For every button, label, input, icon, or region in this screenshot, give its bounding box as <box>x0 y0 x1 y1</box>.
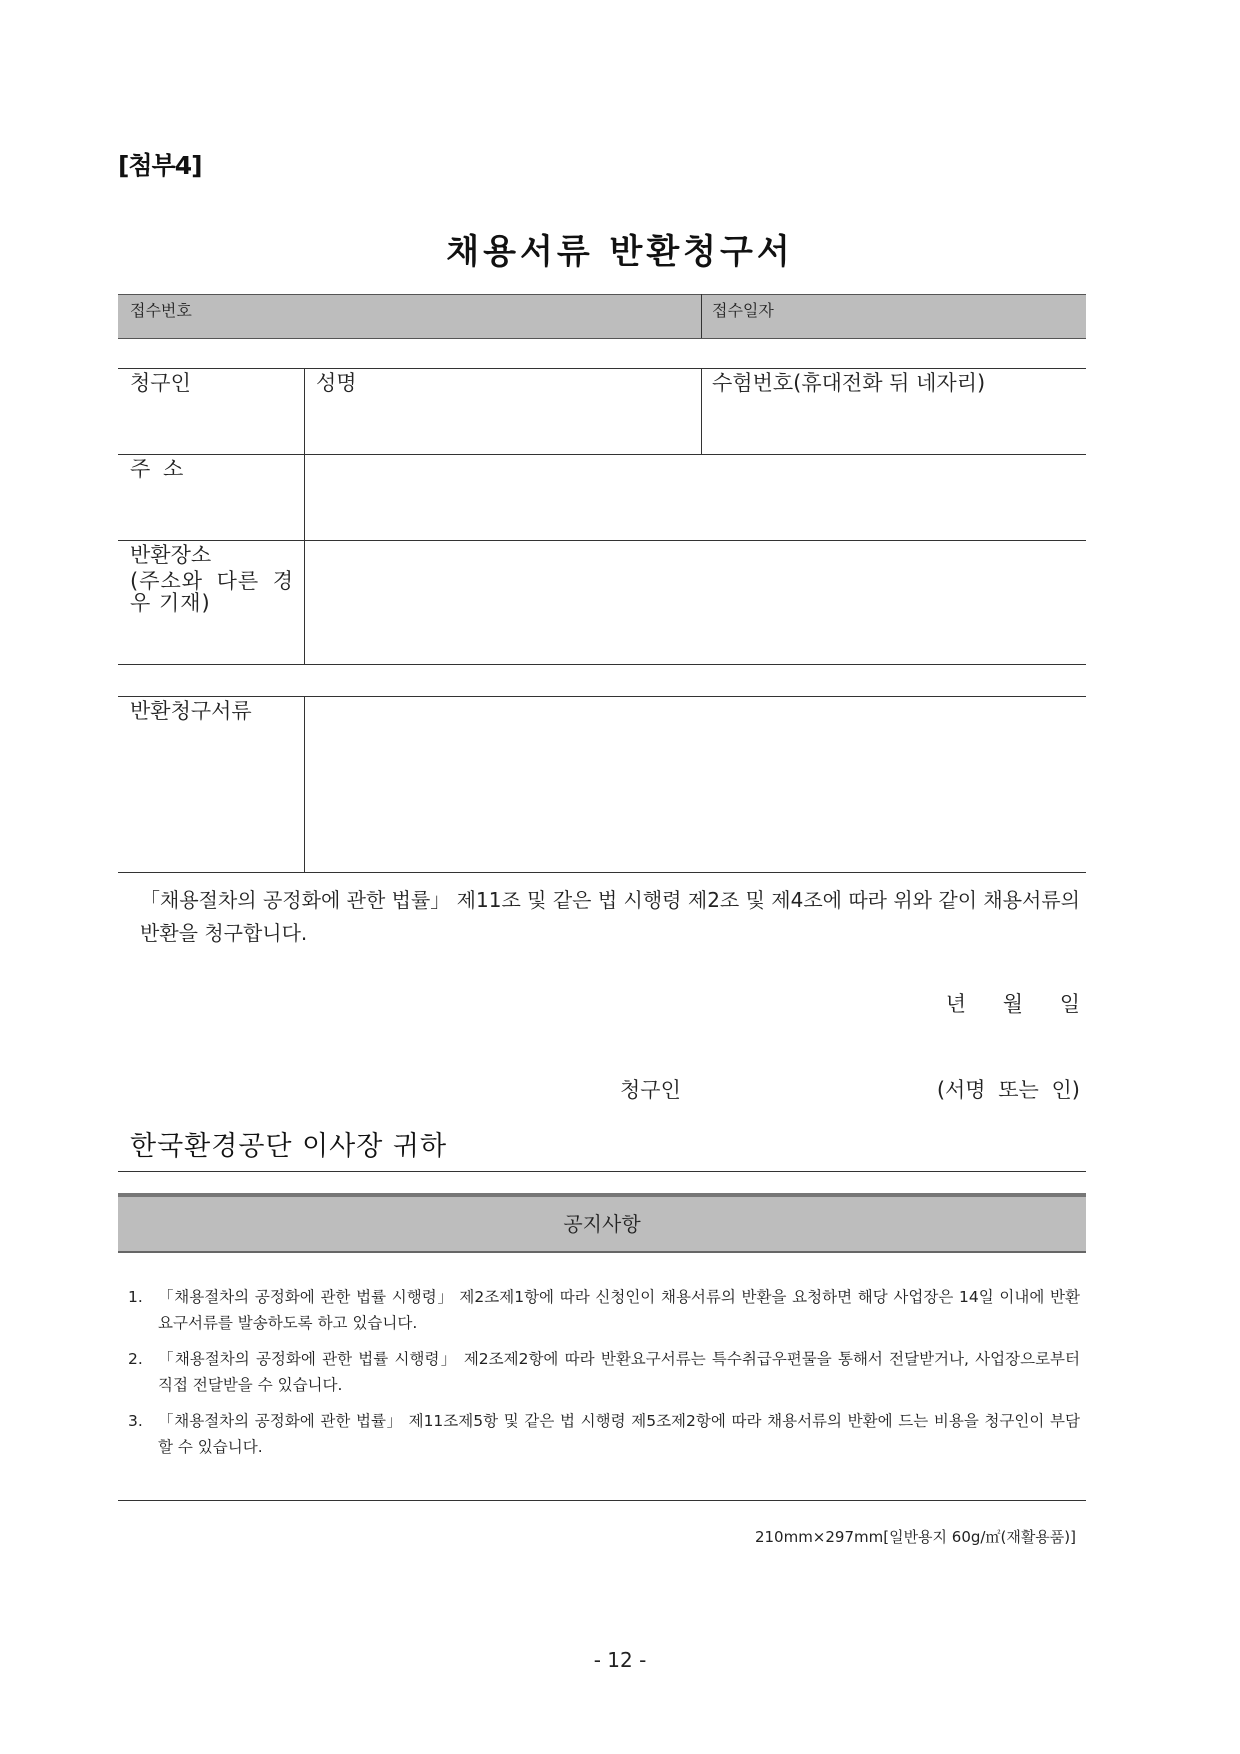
attachment-label: [첨부4] <box>118 151 202 180</box>
notice-item-text: 「채용절차의 공정화에 관한 법률 시행령」 제2조제2항에 따라 반환요구서류는 특수취급우편물을 통해서 전달받거나, 사업장으로부터 직접 전달받을 수 있습니다. <box>158 1350 1080 1394</box>
receipt-divider <box>701 294 702 338</box>
table-line <box>118 872 1086 873</box>
bottom-divider <box>118 1500 1086 1501</box>
notice-item-number: 1. <box>128 1288 143 1306</box>
receipt-date-label: 접수일자 <box>712 301 774 320</box>
page-number: - 12 - <box>593 1648 647 1672</box>
request-statement: 「채용절차의 공정화에 관한 법률」 제11조 및 같은 법 시행령 제2조 및 제4조에 따라 위와 같이 채용서류의 반환을 청구합니다. <box>140 888 1080 945</box>
documents-field[interactable] <box>305 697 1086 871</box>
notice-list <box>128 1284 1080 1470</box>
return-place-note: (주소와 다른 경우 기재) <box>130 569 294 615</box>
table-line <box>118 664 1086 665</box>
receipt-number-label: 접수번호 <box>130 301 192 320</box>
documents-label: 반환청구서류 <box>130 699 252 723</box>
name-field[interactable] <box>305 369 700 453</box>
notice-item-text: 「채용절차의 공정화에 관한 법률 시행령」 제2조제1항에 따라 신청인이 채용서류의 반환을 요청하면 해당 사업장은 14일 이내에 반환요구서류를 발송하도록 하고 있습니다. <box>158 1288 1080 1332</box>
return-place-label: 반환장소 <box>130 543 212 567</box>
applicant-label: 청구인 <box>130 371 191 395</box>
notice-item-number: 2. <box>128 1350 143 1368</box>
form-title: 채용서류 반환청구서 <box>446 232 794 272</box>
return-place-field[interactable] <box>305 541 1086 663</box>
notice-item <box>128 1408 1080 1460</box>
notice-item-number: 3. <box>128 1412 143 1430</box>
address-label: 주 소 <box>130 457 184 481</box>
divider <box>118 1171 1086 1172</box>
notice-item <box>128 1346 1080 1398</box>
paper-spec: 210mm×297mm[일반용지 60g/㎡(재활용품)] <box>754 1528 1076 1546</box>
date-line: 년 월 일 <box>945 992 1080 1016</box>
claimant-label: 청구인 <box>620 1078 681 1102</box>
notice-item-text: 「채용절차의 공정화에 관한 법률」 제11조제5항 및 같은 법 시행령 제5조제2항에 따라 채용서류의 반환에 드는 비용을 청구인이 부담할 수 있습니다. <box>158 1412 1080 1456</box>
addressee: 한국환경공단 이사장 귀하 <box>130 1131 448 1162</box>
receipt-row <box>118 294 1086 339</box>
notice-item <box>128 1284 1080 1336</box>
name-label: 성명 <box>316 371 357 395</box>
signature-label: (서명 또는 인) <box>936 1078 1080 1102</box>
notice-header <box>118 1193 1086 1253</box>
exam-number-label: 수험번호(휴대전화 뒤 네자리) <box>712 371 986 395</box>
exam-number-field[interactable] <box>702 369 1086 453</box>
address-field[interactable] <box>305 455 1086 539</box>
notice-title: 공지사항 <box>563 1212 641 1236</box>
